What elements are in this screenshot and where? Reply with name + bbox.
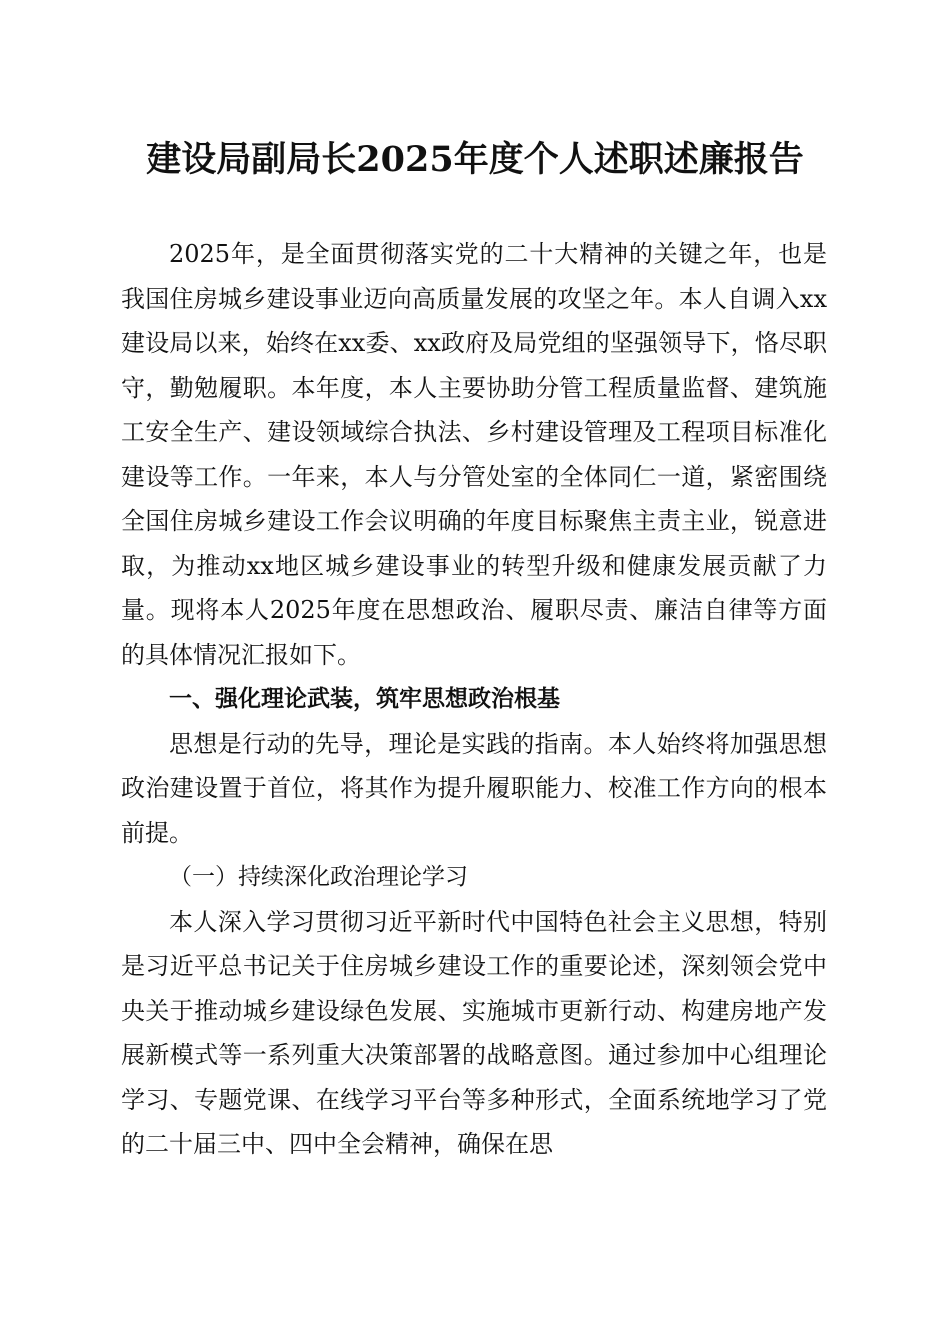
subsection-paragraph-1: 本人深入学习贯彻习近平新时代中国特色社会主义思想，特别是习近平总书记关于住房城乡建设工作的重要论述，深刻领会党中央关于推动城乡建设绿色发展、实施城市更新行动、构建房地产发展新模式等一系列重大决策部署的战略意图。通过参加中心组理论学习、专题党课、在线学习平台等多种形式，全面系统地学习了党的二十届三中、四中全会精神，确保在思 [121,907,827,1158]
subsection-heading-1: （一）持续深化政治理论学习 [169,864,468,890]
document-body [121,232,827,1167]
intro-paragraph: 2025年，是全面贯彻落实党的二十大精神的关键之年，也是我国住房城乡建设事业迈向高质量发展的攻坚之年。本人自调入xx建设局以来，始终在xx委、xx政府及局党组的坚强领导下，恪尽职守，勤勉履职。本年度，本人主要协助分管工程质量监督、建筑施工安全生产、建设领域综合执法、乡村建设管理及工程项目标准化建设等工作。一年来，本人与分管处室的全体同仁一道，紧密围绕全国住房城乡建设工作会议明确的年度目标聚焦主责主业，锐意进取，为推动xx地区城乡建设事业的转型升级和健康发展贡献了力量。现将本人2025年度在思想政治、履职尽责、廉洁自律等方面的具体情况汇报如下。 [121,240,827,669]
section-paragraph-1: 思想是行动的先导，理论是实践的指南。本人始终将加强思想政治建设置于首位，将其作为提升履职能力、校准工作方向的根本前提。 [121,729,827,847]
section-heading-1: 一、强化理论武装，筑牢思想政治根基 [169,686,560,712]
document-title: 建设局副局长2025年度个人述职述廉报告 [146,139,804,180]
